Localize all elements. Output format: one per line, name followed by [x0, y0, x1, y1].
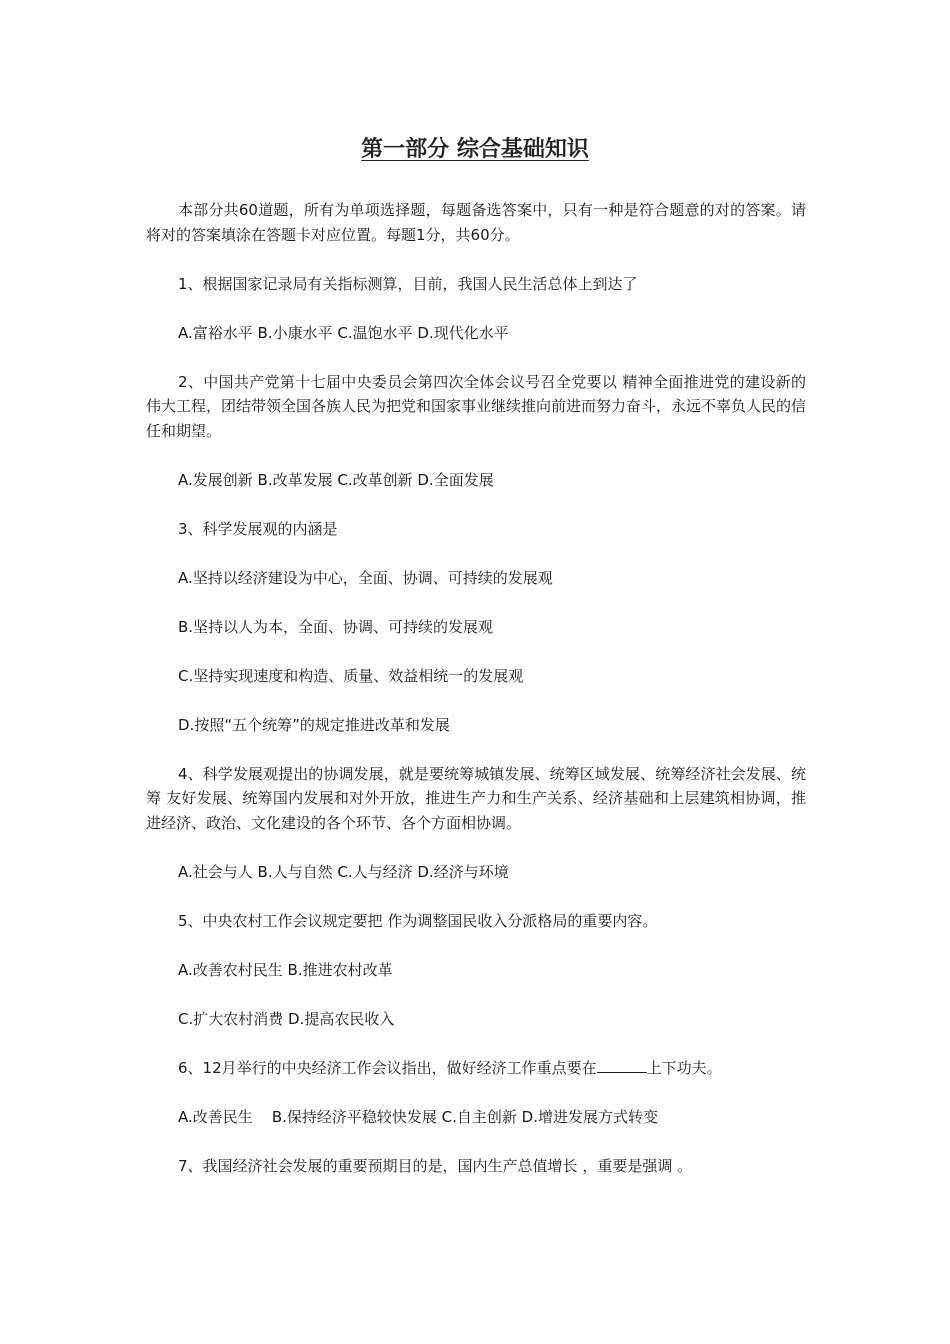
question-6-stem: [146, 1056, 806, 1081]
question-4-options: A.社会与人 B.人与自然 C.人与经济 D.经济与环境: [178, 862, 509, 881]
question-1-options: A.富裕水平 B.小康水平 C.温饱水平 D.现代化水平: [178, 323, 509, 342]
document-title-text: 第一部分 综合基础知识: [361, 136, 589, 162]
intro-paragraph: 本部分共60道题，所有为单项选择题，每题备选答案中，只有一种是符合题意的对的答案。请将对的答案填涂在答题卡对应位置。每题1分，共60分。: [146, 201, 806, 244]
question-3-stem: 3、科学发展观的内涵是: [178, 519, 338, 538]
question-1-stem: 1、根据国家记录局有关指标测算，目前，我国人民生活总体上到达了: [178, 274, 638, 293]
document-body: [146, 198, 806, 1203]
question-2-stem: 2、中国共产党第十七届中央委员会第四次全体会议号召全党要以 精神全面推进党的建设新的伟大工程，团结带领全国各族人民为把党和国家事业继续推向前进而努力奋斗，永远不辜负人民的信任和期望。: [146, 372, 807, 440]
question-5-options-cd: C.扩大农村消费 D.提高农民收入: [178, 1009, 395, 1028]
question-4-stem: 4、科学发展观提出的协调发展，就是要统筹城镇发展、统筹区域发展、统筹经济社会发展、统筹 友好发展、统筹国内发展和对外开放，推进生产力和生产关系、经济基础和上层建筑相协调，推进经济、政治、文化建设的各个环节、各个方面相协调。: [146, 764, 806, 832]
document-title: [0, 132, 950, 163]
question-6-stem-after: 上下功夫。: [646, 1058, 722, 1077]
question-3-option-a: A.坚持以经济建设为中心，全面、协调、可持续的发展观: [178, 568, 553, 587]
question-7-stem: 7、我国经济社会发展的重要预期目的是，国内生产总值增长 ，重要是强调 。: [178, 1156, 693, 1175]
question-6-options: A.改善民生 B.保持经济平稳较快发展 C.自主创新 D.增进发展方式转变: [178, 1107, 658, 1126]
question-5-options-ab: A.改善农村民生 B.推进农村改革: [178, 960, 393, 979]
question-3-option-d: D.按照“五个统筹”的规定推进改革和发展: [178, 715, 450, 734]
answer-blank: [597, 1056, 647, 1073]
question-3-option-b: B.坚持以人为本，全面、协调、可持续的发展观: [178, 617, 494, 636]
question-3-option-c: C.坚持实现速度和构造、质量、效益相统一的发展观: [178, 666, 524, 685]
question-2-options: A.发展创新 B.改革发展 C.改革创新 D.全面发展: [178, 470, 494, 489]
question-5-stem: 5、中央农村工作会议规定要把 作为调整国民收入分派格局的重要内容。: [178, 911, 658, 930]
question-6-stem-before: 6、12月举行的中央经济工作会议指出，做好经济工作重点要在: [178, 1058, 597, 1077]
